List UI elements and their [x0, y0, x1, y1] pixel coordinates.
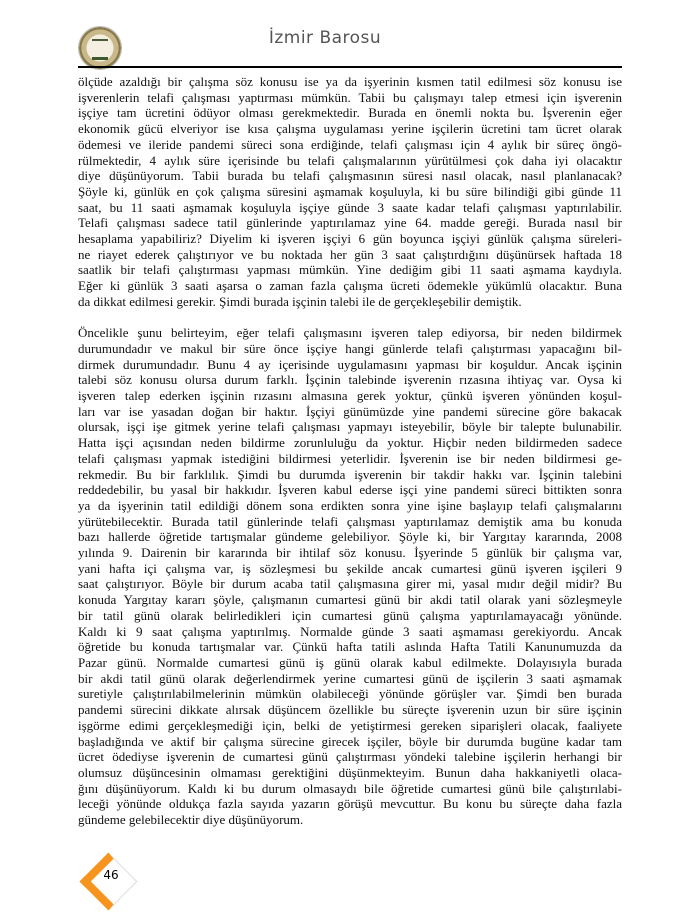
header-divider — [78, 66, 622, 68]
text-line: ne riayet ederek çalıştırıyor ve bu noktada her gün 3 saat çalıştırdığını düşünürsek haftada 18 — [78, 246, 622, 262]
text-line: yılında 9. Dairenin bir kararında bir ihtilaf söz konusu. İşyerinde 5 günlük bir çalışma var, — [78, 545, 622, 561]
text-line: saat, bu 11 saati aşmamak koşuluyla işçiye günde 3 saate kadar telafi çalışması yaptırılabilir. — [78, 199, 622, 215]
text-line: konuda Yargıtay kararı şöyle, çalışmanın cumartesi günü bir akdi tatil olarak yani sözleşmeyle — [78, 592, 622, 608]
text-line: ğını düşünüyorum. Kaldı ki bu durum olmasaydı bile öğretide cumartesi günü bile çalıştırılabi- — [78, 780, 622, 796]
text-line: öğretide bu konuda tartışmalar var. Çünkü hafta tatili aslında Hafta Tatili Kanunumuzda da — [78, 639, 622, 655]
text-line: saatlik bir telafi çalıştırması yapması mümkün. Yine dediğim gibi 11 saati aşmama kaydıyla. — [78, 262, 622, 278]
text-line: da dikkat edilmesi gerekir. Şimdi burada işçinin talebi ile de gerçekleşebilir demiştik. — [78, 293, 522, 309]
text-line: telafi çalışması yapmak istediğini bildirmesi yeterlidir. İşverenin ise bir neden bildirmesi ge- — [78, 450, 622, 466]
paragraph — [78, 325, 622, 828]
text-line: Eğer ki günlük 3 saati aşarsa o zaman fazla çalışma ücreti ödemekle yükümlü olacaktır. Buna — [78, 278, 622, 294]
text-line: Hatta işçi açısından neden bildirme zorunluluğu da yoktur. Hiçbir neden bildirmeden sadece — [78, 435, 622, 451]
text-line: Şöyle ki, günlük en çok çalışma süresini aşmamak koşuluyla, ki bu süre bilindiği gibi günde 11 — [78, 183, 622, 199]
text-line: Öncelikle şunu belirteyim, eğer telafi çalışmasını işveren talep ediyorsa, bir neden bildirmek — [78, 325, 622, 341]
text-line: yürütebilecektir. Burada tatil günlerinde telafi çalışması yaptırılamaz demiştik ama bu konuda — [78, 513, 622, 529]
text-line: Pazar günü. Normalde cumartesi günü iş günü olarak kabul edilmekte. Dolayısıyla burada — [78, 655, 622, 670]
text-line: saat çalıştırıyor. Böyle bir durum acaba tatil çalışmasına girer mi, yasal mıdır değil midir? Bu — [78, 576, 622, 592]
text-line: Telafi çalışması sadece tatil günlerinde yaptırılamaz yine 64. madde gereği. Burada nasıl bir — [78, 215, 622, 231]
text-line: başladığında ve aktif bir çalışma sürecine girecek işçiler, böyle bir durumda bugüne kadar tam — [78, 733, 622, 749]
text-line: bir tatil günü olarak belirledikleri için cumartesi günü çalışma yaptırılamayacağı yönünde. — [78, 607, 622, 623]
page-number: 46 — [103, 868, 119, 882]
text-line: pandemi sürecini dikkate alırsak düşüncem özellikle bu süreçte işverenin uzun bir süre işçinin — [78, 702, 622, 718]
text-line: talebi söz konusu olursa durum farklı. İşçinin talebinde işverenin rızasına ihtiyaç var. Oysa ki — [78, 372, 622, 388]
text-line: ücret ödediyse işverenin de cumartesi günü çalıştırması yöndeki talebine işçilerin herhangi bir — [78, 749, 622, 765]
text-line: reddedebilir, bu yasal bir hakkıdır. İşveren kabul ederse işçi yine pandemi süreci bittikten sonra — [78, 482, 622, 498]
text-line: olumsuz düşüncesinin olmaması gerektiğini düşünmekteyim. Bunun daha hakkaniyetli olaca- — [78, 764, 622, 780]
text-line: bazı hallerde öğretide tartışmalar gündeme gelebiliyor. Şöyle ki, bir Yargıtay kararında, 2008 — [78, 529, 622, 545]
page-number-badge — [80, 853, 128, 901]
text-line: rekmedir. Bu bir farklılık. Şimdi bu durumda işverenin bir takdir hakkı var. İşçinin talebini — [78, 466, 622, 482]
text-line: ödemesi ve ileride pandemi süreci sona erdiğinde, telafi çalışması için 4 aylık bir süreç öngö- — [78, 136, 622, 152]
text-line: rülmektedir, 4 aylık süre içerisinde bu telafi çalışmalarının yürütülmesi çok daha iyi olacaktır — [78, 152, 622, 168]
text-line: olursak, işçi işe gitmek yerine telafi çalışması yapmayı isteyebilir, böyle bir talepte bulunabilir. — [78, 419, 622, 435]
page-header-title: İzmir Barosu — [268, 28, 382, 48]
text-line: durumundadır ve makul bir süre önce işçiye hangi günlerde telafi çalıştırması yapacağını bil- — [78, 340, 622, 356]
text-line: dirmek durumundadır. Bunu 4 ay içerisinde uygulamasını yapması bir koşuldur. Ancak işçinin — [78, 356, 622, 372]
text-line: işveren talep ederken işçinin rızasını almasına gerek yoktur, çünkü işveren yönünden koşul- — [78, 388, 622, 404]
text-line: ölçüde azaldığı bir çalışma söz konusu ise ya da işyerinin kısmen tatil edilmesi söz konusu ise — [78, 74, 622, 89]
text-line: Kaldı ki 9 saat çalışma yaptırılmış. Normalde günde 3 saati aşmaması gerekiyordu. Ancak — [78, 623, 622, 639]
text-line: işgörme edimi gerçekleşmediği için, belki de yetiştirmesi gereken siparişleri olacak, faaliyete — [78, 717, 622, 733]
text-line: bir akdi tatil günü olarak değerlendirmek yerine cumartesi günü de işçilerin 3 saati aşmamak — [78, 670, 622, 686]
text-line: işçiye tam ücretini ödüyor olması gerekmektedir. Burada en önemli nokta bu. İşverenin eğer — [78, 105, 622, 121]
text-line: hesaplama yapabiliriz? Diyelim ki işveren işçiyi 6 gün boyunca işçiyi günlük çalışma süreleri- — [78, 231, 622, 247]
text-line: ları var ise yasadan doğan bir haktır. İşçiyi günümüzde yine pandemi sürecine göre bakacak — [78, 403, 622, 419]
text-line: ekonomik gücü elveriyor ise kısa çalışma uygulaması yerine işçilerin ücretini tam ücret olarak — [78, 121, 622, 137]
text-line: yani hafta içi çalışma var, iş sözleşmesi bu şekilde ancak cumartesi günü işveren işçileri 9 — [78, 560, 622, 576]
text-line: diye düşünüyorum. Tabii burada bu telafi çalışmasının süresi nasıl olacak, nasıl planlanacak? — [78, 168, 622, 184]
text-line: leceği yönünde oldukça fazla sayıda yazarın görüşü mevcuttur. Bu konu bu süreçte daha fazla — [78, 796, 622, 812]
text-line: gündeme gelebilecektir diye düşünüyorum. — [78, 812, 304, 828]
paragraph — [78, 74, 622, 310]
text-line: ya da işyerinin tatil edildiği dönem sona erdikten sonra yine işine başlayıp telafi çalışmalarını — [78, 497, 622, 513]
text-line: suretiyle çalıştırılabilmelerinin mümkün olabileceği yönünde görüşler var. Şimdi ben burada — [78, 686, 622, 702]
text-line: işverenlerin telafi çalışması yaptırması mümkün. Tabii bu çalışmayı talep etmesi için işverenin — [78, 89, 622, 105]
document-body — [78, 74, 622, 843]
